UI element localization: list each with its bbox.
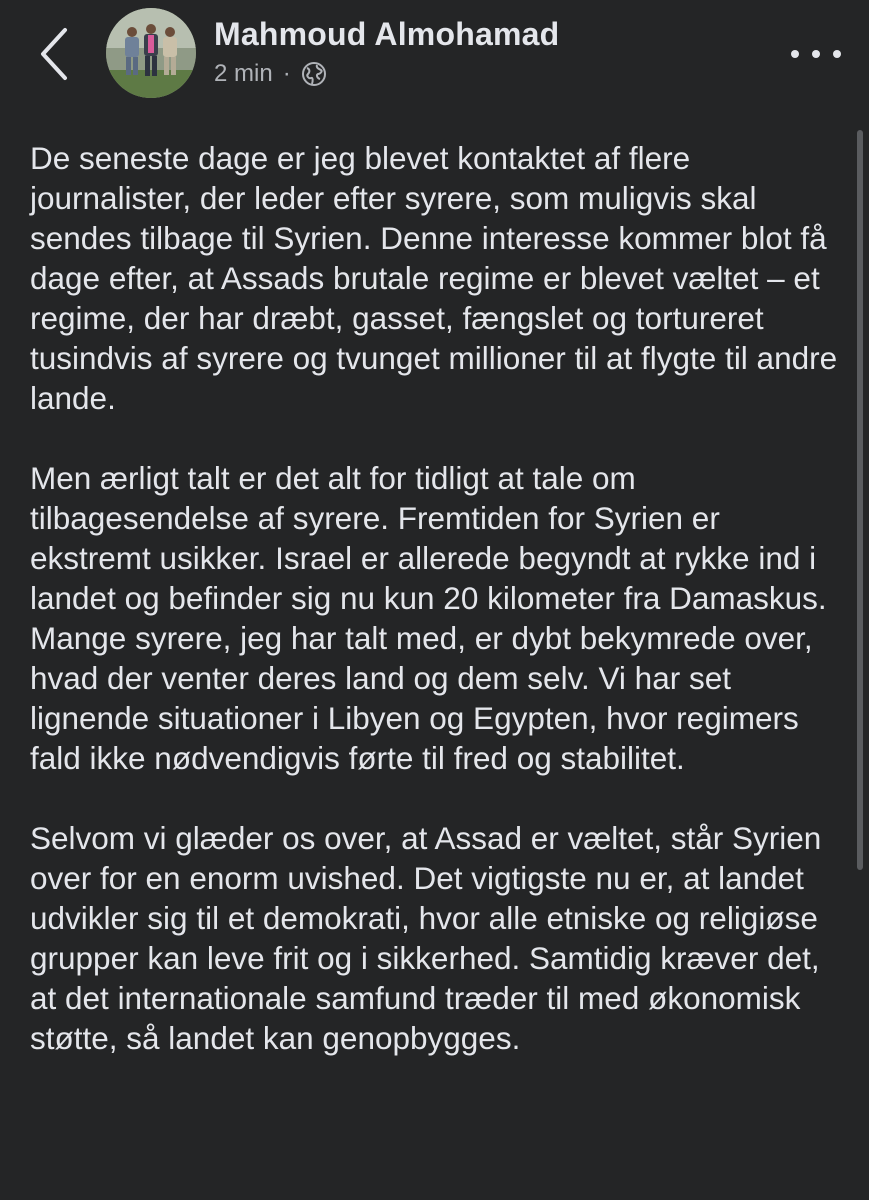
post-header xyxy=(0,0,869,120)
post-text xyxy=(30,138,845,1098)
back-button[interactable] xyxy=(28,22,80,86)
avatar[interactable] xyxy=(106,8,196,98)
chevron-left-icon xyxy=(39,26,69,82)
post-paragraph: Selvom vi glæder os over, at Assad er væltet, står Syrien over for en enorm uvished. Det vigtigste nu er, at landet udvikler sig til et demokrati, hvor alle etniske og religiøse grupper kan leve frit og i sikkerhed. Samtidig kræver det, at det internationale samfund træder til med økonomisk støtte, så landet kan genopbygges. xyxy=(30,820,822,1056)
post-meta xyxy=(214,60,327,88)
post-paragraph: Men ærligt talt er det alt for tidligt at tale om tilbagesendelse af syrere. Fremtiden for Syrien er ekstremt usikker. Israel er allerede begyndt at rykke ind i landet og befinder sig nu kun 20 kilometer fra Damaskus. Mange syrere, jeg har talt med, er dybt bekymrede over, hvad der venter deres land og dem selv. Vi har set lignende situationer i Libyen og Egypten, hvor regimers fald ikke nødvendigvis førte til fred og stabilitet. xyxy=(30,460,827,776)
more-dot xyxy=(791,50,799,58)
post-paragraph: De seneste dage er jeg blevet kontaktet af flere journalister, der leder efter syrere, som muligvis skal sendes tilbage til Syrien. Denne interesse kommer blot få dage efter, at Assads brutale regime er blevet væltet – et regime, der har dræbt, gasset, fængslet og tortureret tusindvis af syrere og tvunget millioner til at flygte til andre lande. xyxy=(30,140,838,416)
more-dot xyxy=(812,50,820,58)
more-dot xyxy=(833,50,841,58)
more-options-button[interactable] xyxy=(791,36,841,72)
profile-photo xyxy=(106,8,196,98)
scrollbar[interactable] xyxy=(857,130,863,870)
meta-separator: · xyxy=(282,60,291,87)
author-name[interactable]: Mahmoud Almohamad xyxy=(214,16,560,52)
globe-icon[interactable] xyxy=(301,61,327,87)
post-time[interactable]: 2 min xyxy=(214,60,273,87)
